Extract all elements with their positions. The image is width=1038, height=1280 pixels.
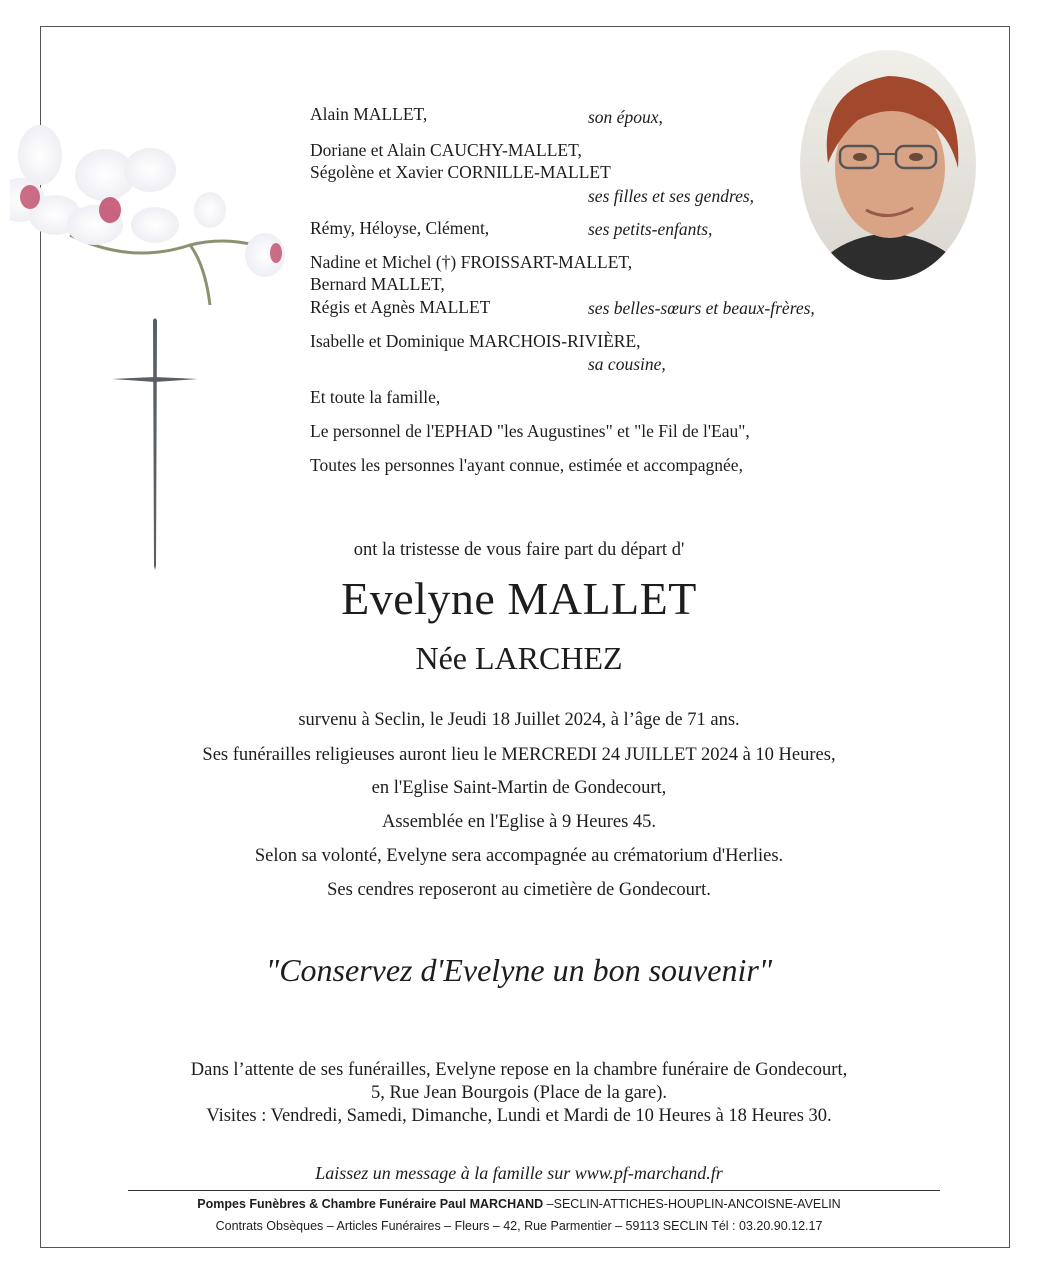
- company-name: Pompes Funèbres & Chambre Funéraire Paul MARCHAND: [197, 1197, 544, 1211]
- family-member: Rémy, Héloyse, Clément,: [310, 218, 490, 238]
- family-member: Ségolène et Xavier CORNILLE-MALLET: [310, 162, 611, 182]
- details-line: en l'Eglise Saint-Martin de Gondecourt,: [371, 778, 667, 798]
- portrait-photo: [798, 48, 978, 282]
- details-line: Ses funérailles religieuses auront lieu le MERCREDI 24 JUILLET 2024 à 10 Heures,: [202, 745, 836, 765]
- deceased-name: Evelyne MALLET: [341, 573, 697, 624]
- footer-contact: Contrats Obsèques – Articles Funéraires – Fleurs – 42, Rue Parmentier – 59113 SECLIN Tél : 03.20.90.12.17: [215, 1219, 823, 1233]
- visitation-line: Dans l’attente de ses funérailles, Evelyne repose en la chambre funéraire de Gondecourt,: [190, 1060, 848, 1080]
- announcement-text: ont la tristesse de vous faire part du départ d': [353, 540, 685, 560]
- family-line: Le personnel de l'EPHAD "les Augustines" et "le Fil de l'Eau",: [310, 421, 750, 441]
- footer-divider: [128, 1190, 940, 1191]
- visitation-line: 5, Rue Jean Bourgois (Place de la gare).: [370, 1083, 668, 1103]
- family-member: Régis et Agnès MALLET: [310, 297, 491, 317]
- family-line: Toutes les personnes l'ayant connue, estimée et accompagnée,: [310, 455, 743, 475]
- visitation-line: Visites : Vendredi, Samedi, Dimanche, Lundi et Mardi de 10 Heures à 18 Heures 30.: [206, 1106, 832, 1126]
- family-role: ses petits-enfants,: [588, 219, 713, 239]
- details-line: Selon sa volonté, Evelyne sera accompagnée au crématorium d'Herlies.: [254, 846, 784, 866]
- family-line: Et toute la famille,: [310, 387, 441, 407]
- message-link-text: Laissez un message à la famille sur www.pf-marchand.fr: [315, 1163, 723, 1183]
- family-role: ses filles et ses gendres,: [588, 186, 755, 206]
- footer-company: [0, 1197, 1038, 1211]
- orchid-decoration: [10, 115, 310, 315]
- memorial-quote: "Conservez d'Evelyne un bon souvenir": [265, 952, 773, 988]
- cross-icon: [110, 318, 200, 570]
- family-role: son époux,: [588, 107, 663, 127]
- family-member: Doriane et Alain CAUCHY-MALLET,: [310, 140, 582, 160]
- family-member: Bernard MALLET,: [310, 274, 445, 294]
- family-member: Isabelle et Dominique MARCHOIS-RIVIÈRE,: [310, 331, 641, 351]
- family-role: ses belles-sœurs et beaux-frères,: [588, 298, 815, 318]
- family-member: Nadine et Michel (†) FROISSART-MALLET,: [310, 252, 633, 272]
- details-line: Ses cendres reposeront au cimetière de Gondecourt.: [327, 880, 711, 900]
- family-member: Alain MALLET,: [310, 104, 428, 124]
- maiden-name: Née LARCHEZ: [415, 640, 623, 676]
- details-line: Assemblée en l'Eglise à 9 Heures 45.: [381, 812, 657, 832]
- details-line: survenu à Seclin, le Jeudi 18 Juillet 2024, à l’âge de 71 ans.: [298, 710, 740, 730]
- family-role: sa cousine,: [588, 354, 666, 374]
- company-locations: –SECLIN-ATTICHES-HOUPLIN-ANCOISNE-AVELIN: [543, 1197, 841, 1211]
